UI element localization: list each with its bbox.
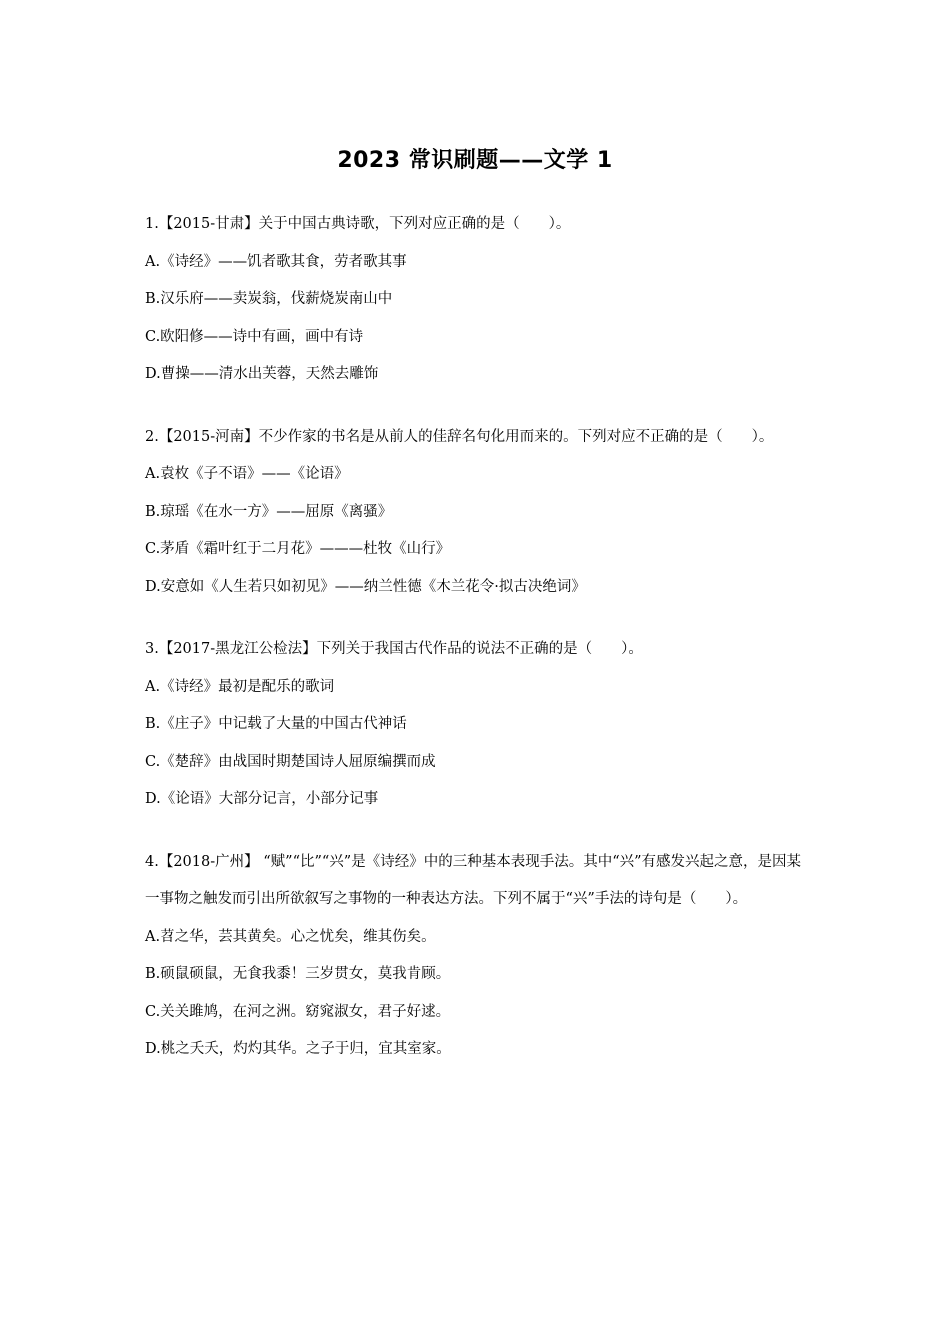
document-title: 2023 常识刷题——文学 1 xyxy=(337,148,613,173)
question-stem: 4.【2018-广州】 “赋”“比”“兴”是《诗经》中的三种基本表现手法。其中“兴”有感发兴起之意，是因某一事物之触发而引出所欲叙写之事物的一种表达方法。下列不属于“兴”手法的诗句是（ ）。 xyxy=(145,853,802,907)
option-c: C.欧阳修——诗中有画，画中有诗 xyxy=(145,328,364,345)
option-c: C.关关雎鸠，在河之洲。窈窕淑女，君子好逑。 xyxy=(145,1003,451,1020)
option-a: A.袁枚《子不语》——《论语》 xyxy=(145,466,349,482)
option-a: A.《诗经》最初是配乐的歌词 xyxy=(145,678,335,695)
question-list xyxy=(145,206,815,1094)
option-d: D.《论语》大部分记言，小部分记事 xyxy=(145,791,379,807)
option-a: A.《诗经》——饥者歌其食，劳者歌其事 xyxy=(145,253,407,270)
question-3 xyxy=(145,631,815,819)
question-1 xyxy=(145,206,815,394)
option-b: B.琼瑶《在水一方》——屈原《离骚》 xyxy=(145,503,393,520)
question-stem: 2.【2015-河南】不少作家的书名是从前人的佳辞名句化用而来的。下列对应不正确的是（ ）。 xyxy=(145,428,774,445)
option-c: C.茅盾《霜叶红于二月花》———杜牧《山行》 xyxy=(145,541,451,557)
question-stem: 3.【2017-黑龙江公检法】下列关于我国古代作品的说法不正确的是（ ）。 xyxy=(145,641,643,657)
option-a: A.苕之华，芸其黄矣。心之忧矣，维其伤矣。 xyxy=(145,928,436,945)
option-d: D.曹操——清水出芙蓉，天然去雕饰 xyxy=(145,366,379,382)
option-c: C.《楚辞》由战国时期楚国诗人屈原编撰而成 xyxy=(145,753,436,770)
question-2 xyxy=(145,419,815,607)
question-stem: 1.【2015-甘肃】关于中国古典诗歌，下列对应正确的是（ ）。 xyxy=(145,216,571,232)
option-d: D.安意如《人生若只如初见》——纳兰性德《木兰花令·拟古决绝词》 xyxy=(145,578,586,595)
option-d: D.桃之夭夭，灼灼其华。之子于归，宜其室家。 xyxy=(145,1041,451,1057)
option-b: B.汉乐府——卖炭翁，伐薪烧炭南山中 xyxy=(145,291,393,307)
option-b: B.《庄子》中记载了大量的中国古代神话 xyxy=(145,716,407,732)
question-4 xyxy=(145,844,815,1069)
option-b: B.硕鼠硕鼠，无食我黍！三岁贯女，莫我肯顾。 xyxy=(145,966,451,982)
